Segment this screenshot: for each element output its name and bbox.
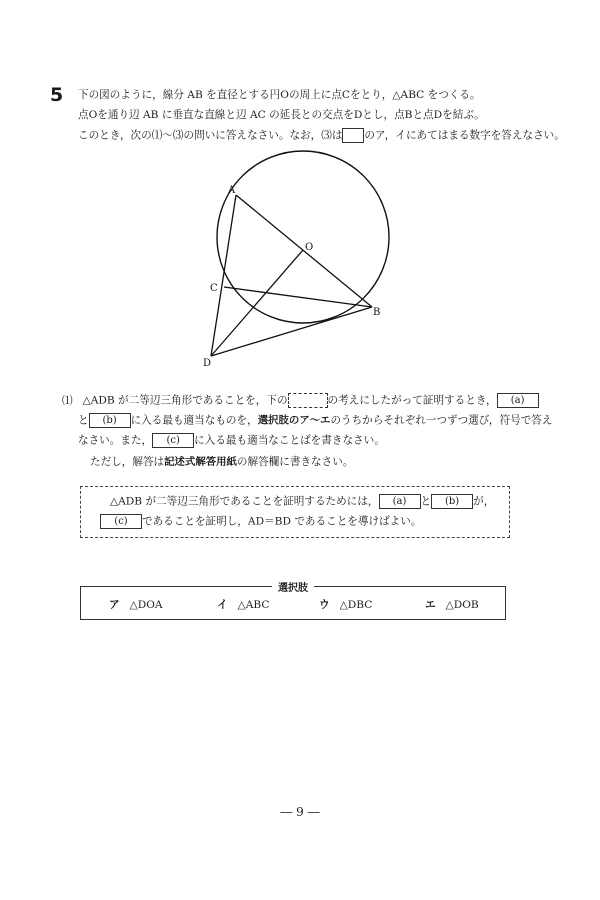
intro-line-3-start: このとき，次の⑴～⑶の問いに答えなさい。なお，⑶は (78, 129, 343, 142)
part1-line-1 (62, 393, 539, 408)
label-o: O (305, 242, 314, 253)
dashed-reference-box (288, 393, 328, 408)
choices-title: 選択肢 (272, 579, 314, 594)
segment-cb (224, 287, 372, 307)
part1-l2c: 選択肢のア～エ (257, 414, 331, 427)
choice-u (319, 597, 372, 612)
proof-blank-a: (a) (379, 494, 421, 509)
question-number: 5 (50, 84, 64, 106)
part1-l1b: の考えにしたがって証明するとき， (327, 394, 497, 407)
part1-line-4 (90, 455, 353, 469)
proof-l2b: であることを証明し，AD＝BD であることを導けばよい。 (142, 515, 422, 528)
part1-l4a: ただし，解答は (90, 456, 165, 468)
segment-ab (236, 195, 372, 307)
part1-number: ⑴ (62, 394, 73, 407)
proof-line-1 (110, 494, 494, 509)
label-d: D (203, 358, 212, 369)
part1-l2b: に入る最も適当なものを， (130, 414, 258, 427)
intro-line-2: 点Oを通り辺 AB に垂直な直線と辺 AC の延長との交点をDとし，点Bと点Dを結ぶ。 (78, 109, 485, 121)
proof-line-2 (100, 514, 421, 529)
choice-i-value: △ABC (237, 599, 270, 611)
intro-line-1: 下の図のように，線分 AB を直径とする円Oの周上に点Cをとり，△ABC をつくる。 (78, 89, 481, 101)
part1-l4c: の解答欄に書きなさい。 (236, 456, 354, 468)
choice-i-key: イ (217, 599, 228, 611)
intro-line-3-end: のア，イにあてはまる数字を答えなさい。 (364, 129, 565, 142)
choice-e-value: △DOB (445, 599, 479, 611)
part1-line-2 (78, 413, 553, 428)
part1-l1a: △ADB が二等辺三角形であることを，下の (82, 394, 288, 407)
choice-a-value: △DOA (129, 599, 163, 611)
choice-u-key: ウ (319, 599, 330, 611)
choice-a (109, 597, 163, 612)
label-c: C (210, 283, 218, 294)
choice-a-key: ア (109, 599, 120, 611)
choice-i (217, 597, 269, 612)
choices-box (80, 583, 506, 620)
blank-b-box: (b) (89, 413, 131, 428)
proof-l1c: が， (473, 495, 495, 508)
proof-blank-c: (c) (100, 514, 142, 529)
part1-l2d: のうちからそれぞれ一つずつ選び，符号で答え (330, 414, 553, 427)
segment-db (211, 307, 372, 356)
blank-a-box: (a) (497, 393, 539, 408)
page-number: ― 9 ― (280, 805, 320, 819)
label-b: B (373, 307, 381, 318)
part1-l3a: なさい。また， (78, 434, 153, 447)
part1-l3b: に入る最も適当なことばを書きなさい。 (194, 434, 385, 447)
part1-line-3 (78, 433, 385, 448)
label-a: A (228, 185, 236, 196)
choice-e-key: エ (425, 599, 436, 611)
choice-u-value: △DBC (339, 599, 373, 611)
part1-l2a: と (78, 414, 89, 427)
choice-e (425, 597, 479, 612)
part1-l4b: 記述式解答用紙 (164, 456, 237, 468)
proof-l1b: と (420, 495, 432, 508)
proof-blank-b: (b) (431, 494, 473, 509)
proof-l1a: △ADB が二等辺三角形であることを証明するためには， (110, 495, 379, 508)
blank-c-box: (c) (152, 433, 194, 448)
